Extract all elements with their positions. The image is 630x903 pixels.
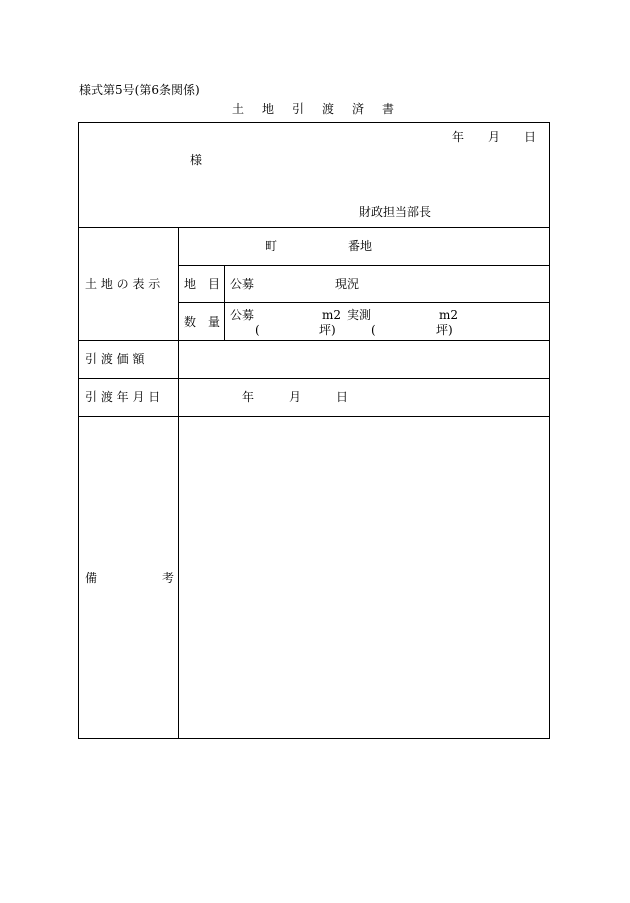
header-month: 月 [488, 130, 501, 144]
title-char: 書 [382, 102, 395, 116]
title-char: 渡 [322, 102, 335, 116]
addressee-suffix: 様 [190, 153, 203, 167]
row-divider [178, 265, 550, 266]
title-char: 地 [262, 102, 275, 116]
tsubo-close-2: 坪) [436, 323, 453, 337]
row-divider [78, 340, 550, 341]
tsubo-close-1: 坪) [319, 323, 336, 337]
quantity-m2-survey: m2 [439, 308, 459, 322]
form-frame [78, 122, 550, 739]
row-divider [78, 416, 550, 417]
row-divider [178, 302, 550, 303]
quantity-m2-official: m2 [322, 308, 342, 322]
issuer-title: 財政担当部長 [359, 205, 432, 219]
land-display-label: 土 地 の 表 示 [85, 277, 161, 291]
category-label-2: 目 [208, 277, 221, 291]
delivery-month: 月 [289, 390, 302, 404]
row-divider [78, 227, 550, 228]
column-divider [224, 265, 225, 340]
title-char: 引 [292, 102, 305, 116]
column-divider [178, 227, 179, 739]
title-char: 土 [232, 102, 245, 116]
category-official: 公募 [230, 277, 255, 291]
row-divider [78, 378, 550, 379]
delivery-day: 日 [336, 390, 349, 404]
header-year: 年 [452, 130, 465, 144]
price-label: 引 渡 価 額 [85, 352, 145, 366]
delivery-year: 年 [242, 390, 255, 404]
tsubo-open-1: ( [255, 323, 260, 337]
quantity-survey: 実測 [347, 308, 372, 322]
location-lot: 番地 [348, 239, 373, 253]
category-actual: 現況 [335, 277, 360, 291]
title-char: 済 [352, 102, 365, 116]
delivery-date-label: 引 渡 年 月 日 [85, 390, 161, 404]
category-label-1: 地 [184, 277, 197, 291]
quantity-label-2: 量 [208, 315, 221, 329]
form-code: 様式第5号(第6条関係) [79, 83, 200, 97]
header-day: 日 [524, 130, 537, 144]
remarks-label-1: 備 [85, 571, 98, 585]
quantity-official: 公募 [230, 308, 255, 322]
tsubo-open-2: ( [371, 323, 376, 337]
location-town: 町 [265, 239, 278, 253]
quantity-label-1: 数 [184, 315, 197, 329]
remarks-label-2: 考 [162, 571, 175, 585]
